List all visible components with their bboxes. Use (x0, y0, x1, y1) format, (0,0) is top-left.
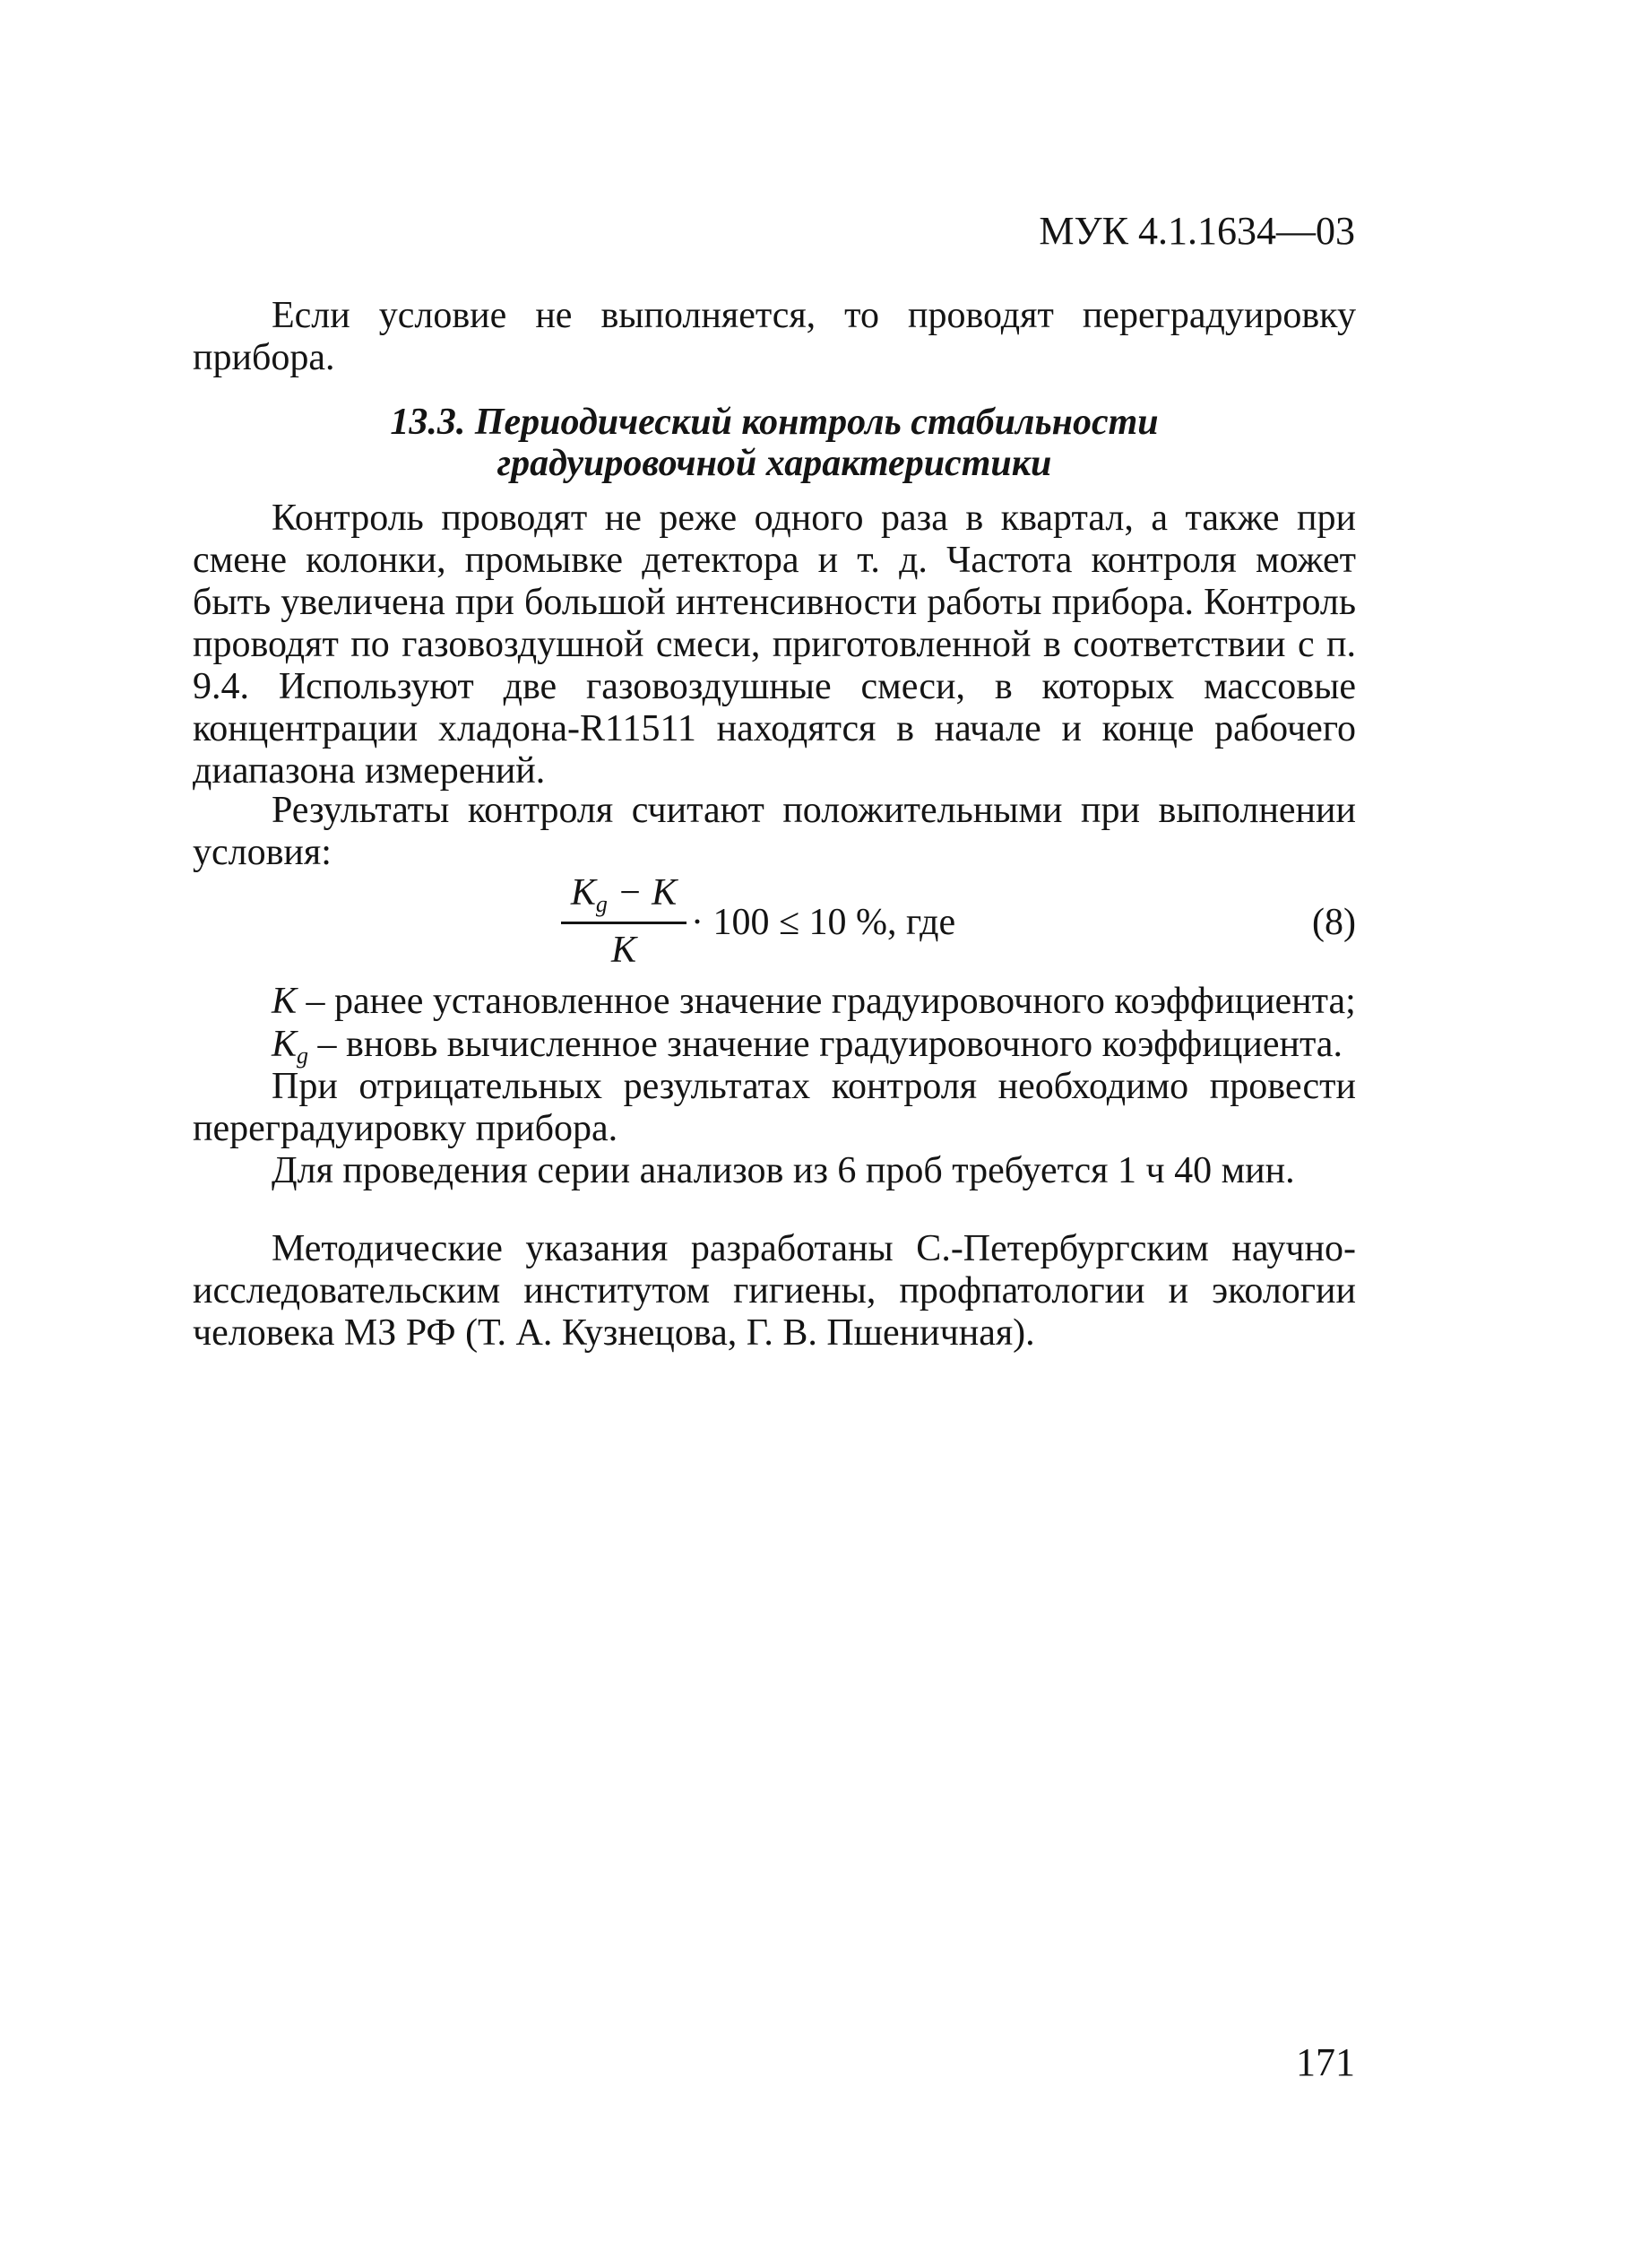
results-paragraph: Результаты контроля считают положительными при выполнении условия: (193, 790, 1356, 873)
numerator-base: K (570, 872, 596, 913)
section-heading-line1: 13.3. Периодический контроль стабильности (390, 402, 1159, 443)
definition-k-symbol: K (272, 981, 298, 1022)
definition-kg (193, 1024, 1356, 1069)
formula-number: (8) (1312, 902, 1356, 943)
definition-kg-symbol: K (272, 1024, 298, 1065)
document-code: МУК 4.1.1634—03 (1039, 209, 1355, 253)
numerator-rest: − K (607, 872, 678, 913)
formula-denominator: K (610, 930, 636, 971)
definition-kg-text: – вновь вычисленное значение градуировочного коэффициента. (308, 1024, 1343, 1065)
definition-kg-subscript: g (297, 1043, 309, 1069)
numerator-subscript: g (595, 891, 608, 917)
formula-numerator (561, 872, 686, 917)
formula-tail: · 100 ≤ 10 %, где (691, 902, 956, 943)
footer-note: Методические указания разработаны С.-Петербургским научно-исследовательским институтом гигиены, профпатологии и экологии человека МЗ РФ (Т. А. Кузнецова, Г. В. Пшеничная). (193, 1228, 1356, 1354)
section-heading (193, 402, 1356, 484)
definition-k (193, 981, 1356, 1023)
intro-paragraph: Если условие не выполняется, то проводят переградуировку прибора. (193, 295, 1356, 378)
negative-paragraph: При отрицательных результатах контроля необходимо провести переградуировку прибора. (193, 1066, 1356, 1149)
control-paragraph: Контроль проводят не реже одного раза в квартал, а также при смене колонки, промывке детектора и т. д. Частота контроля может быть увеличена при большой интенсивности работы прибора. Контроль проводят по газовоздушной смеси, приготовленной в соответствии с п. 9.4. Используют две газовоздушные смеси, в которых массовые концентрации хладона-R11511 находятся в начале и конце рабочего диапазона измерений. (193, 498, 1356, 792)
page-number: 171 (1296, 2040, 1355, 2084)
definition-k-text: – ранее установленное значение градуировочного коэффициента; (297, 981, 1356, 1022)
formula-8 (193, 872, 1356, 980)
duration-paragraph: Для проведения серии анализов из 6 проб требуется 1 ч 40 мин. (272, 1150, 1295, 1191)
section-heading-line2: градуировочной характеристики (497, 443, 1052, 484)
fraction-bar (561, 922, 686, 924)
